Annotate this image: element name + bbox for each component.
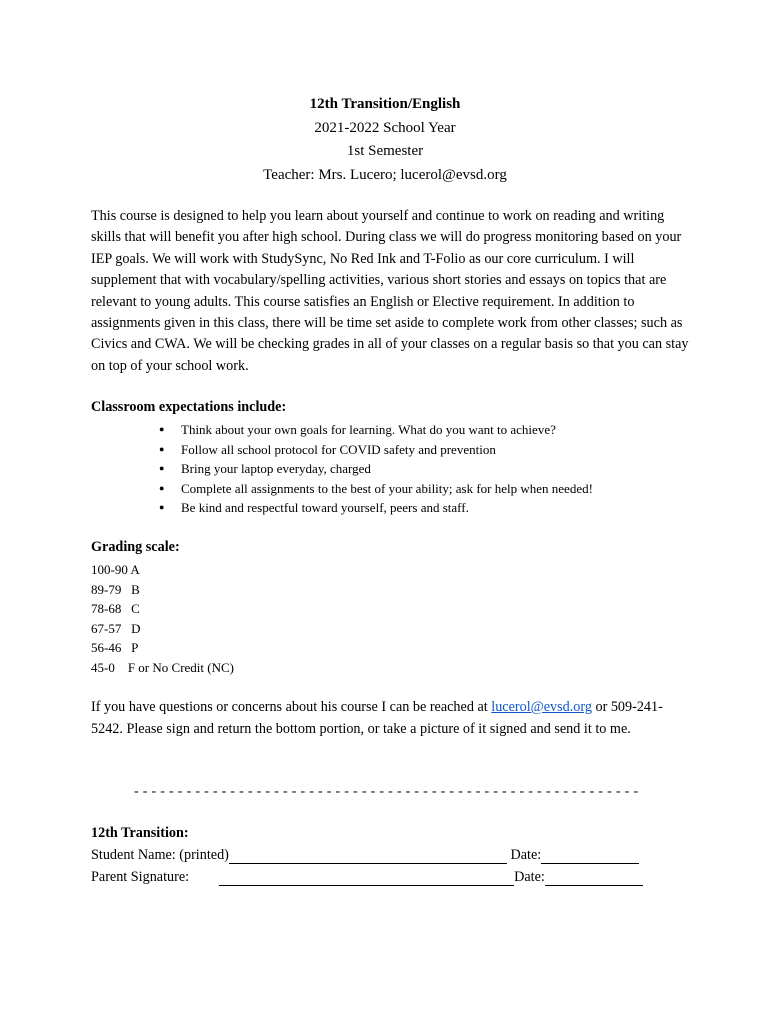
date-field[interactable]	[545, 870, 643, 886]
school-year: 2021-2022 School Year	[314, 119, 456, 136]
grade-row: 100-90 A	[91, 562, 140, 577]
bullet-icon: ●	[159, 443, 165, 454]
bullet-icon: ●	[159, 424, 165, 434]
list-item: ● Be kind and respectful toward yourself, peers and staff.	[91, 498, 593, 518]
grade-row: 56-46 P	[91, 640, 139, 656]
list-item: ● Think about your own goals for learning. What do you want to achieve?	[91, 420, 593, 440]
date-field[interactable]	[541, 848, 639, 864]
parent-signature-row	[91, 869, 643, 886]
date-label: Date:	[510, 847, 542, 863]
expectations-list	[91, 420, 593, 518]
bullet-icon: ●	[159, 502, 165, 512]
document-header	[0, 93, 770, 187]
list-item: ● Complete all assignments to the best of your ability; ask for help when needed!	[91, 479, 593, 499]
grade-row: 45-0 F or No Credit (NC)	[91, 659, 234, 675]
form-title: 12th Transition:	[91, 825, 189, 841]
course-description: This course is designed to help you learn about yourself and continue to work on reading and writing skills that will benefit you after high school. During class we will do progress monitoring based on your IEP goals. We will work with StudySync, No Red Ink and T-Folio as our core curriculum. I will supplement that with vocabulary/spelling activities, various short stories and essays on topics that are relevant to young adults. This course satisfies an English or Elective requirement. In addition to assignments given in this class, there will be time set aside to complete work from other classes; such as Civics and CWA. We will be checking grades in all of your classes on a regular basis so that you can stay on top of your school work.	[91, 208, 689, 374]
email-link[interactable]: lucerol@evsd.org	[491, 699, 592, 715]
contact-paragraph: If you have questions or concerns about his course I can be reached at lucerol@evsd.org or 509-241-5242. Please sign and return the bottom portion, or take a picture of it signed and send it to me.	[91, 699, 663, 737]
grading-heading: Grading scale:	[91, 539, 180, 555]
student-name-label: Student Name: (printed)	[91, 847, 229, 863]
teacher-info: Teacher: Mrs. Lucero; lucerol@evsd.org	[263, 166, 507, 183]
list-item: ● Follow all school protocol for COVID safety and prevention	[91, 440, 593, 460]
parent-signature-label: Parent Signature:	[91, 869, 190, 885]
student-name-field[interactable]	[229, 848, 507, 864]
bullet-icon: ●	[159, 482, 165, 493]
bullet-icon: ●	[159, 463, 165, 473]
semester: 1st Semester	[346, 143, 424, 159]
expectations-heading: Classroom expectations include:	[91, 399, 287, 415]
list-item: ● Bring your laptop everyday, charged	[91, 459, 593, 479]
parent-signature-field[interactable]	[219, 870, 514, 886]
student-name-row	[91, 847, 639, 864]
grade-row: 78-68 C	[91, 601, 140, 617]
grading-scale	[91, 560, 234, 678]
grade-row: 67-57 D	[91, 620, 141, 636]
cut-line-divider: - - - - - - - - - - - - - - - - - - - - - - - - - - - - - - - - - - - - - - - - - - - - - - - - - - - - - - - - - -	[134, 784, 639, 799]
grade-row: 89-79 B	[91, 581, 140, 597]
date-label: Date:	[514, 869, 545, 885]
course-title: 12th Transition/English	[309, 96, 461, 112]
